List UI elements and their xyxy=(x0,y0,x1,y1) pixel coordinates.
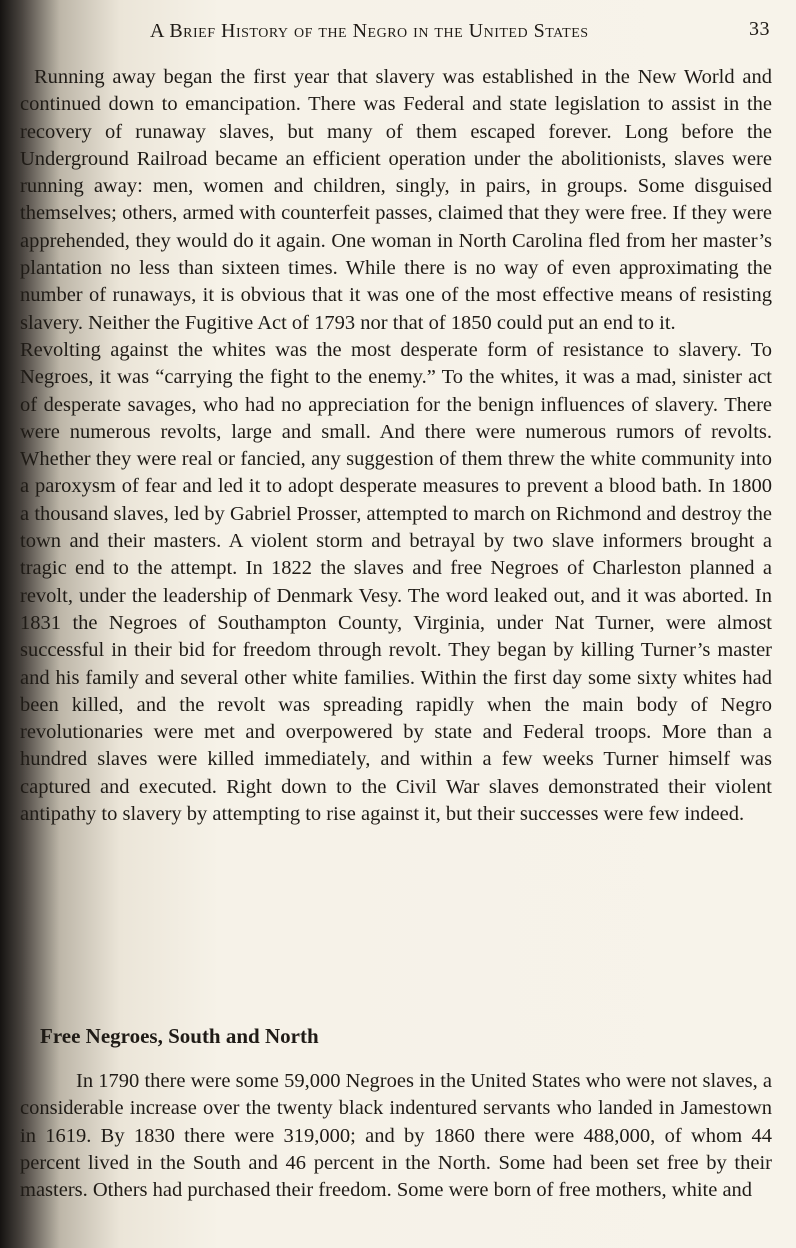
section-heading: Free Negroes, South and North xyxy=(40,1024,319,1048)
page-number: 33 xyxy=(749,18,770,40)
running-title: A Brief History of the Negro in the United States xyxy=(150,20,589,42)
paragraph-running-away: Running away began the first year that slavery was established in the New World and continued down to emancipation. There was Federal and state legislation to assist in the recovery of runaway slaves, but many of them escaped forever. Long before the Underground Railroad became an efficient operation under the abolitionists, slaves were running away: men, women and children, singly, in pairs, in groups. Some disguised themselves; others, armed with counterfeit passes, claimed that they were free. If they were apprehended, they would do it again. One woman in North Carolina fled from her master’s plantation no less than sixteen times. While there is no way of even approximating the number of runaways, it is obvious that it was one of the most effective means of resisting slavery. Neither the Fugitive Act of 1793 nor that of 1850 could put an end to it. xyxy=(20,66,772,334)
section-paragraph: In 1790 there were some 59,000 Negroes in the United States who were not slaves, a considerable increase over the twenty black indentured servants who landed in Jamestown in 1619. By 1830 there were 319,000; and by 1860 there were 488,000, of whom 44 percent lived in the South and 46 percent in the North. Some had been set free by their masters. Others had purchased their freedom. Some were born of free mothers, white and xyxy=(20,1070,772,1202)
paragraph-revolts: Revolting against the whites was the most desperate form of resistance to slavery. To Negroes, it was “carrying the fight to the enemy.” To the whites, it was a mad, sinister act of desperate savages, who had no appreciation for the benign influences of slavery. There were numerous revolts, large and small. And there were numerous rumors of revolts. Whether they were real or fancied, any suggestion of them threw the white community into a paroxysm of fear and led it to adopt desperate measures to prevent a blood bath. In 1800 a thousand slaves, led by Gabriel Prosser, attempted to march on Richmond and destroy the town and their masters. A violent storm and betrayal by two slave informers brought a tragic end to the attempt. In 1822 the slaves and free Negroes of Charleston planned a revolt, under the leadership of Denmark Vesy. The word leaked out, and it was aborted. In 1831 the Negroes of Southampton County, Virginia, under Nat Turner, were almost successful in their bid for freedom through revolt. They began by killing Turner’s master and his family and several other white families. Within the first day some sixty whites had been killed, and the revolt was spreading rapidly when the main body of Negro revolutionaries were met and overpowered by state and Federal troops. More than a hundred slaves were killed immediately, and within a few weeks Turner himself was captured and executed. Right down to the Civil War slaves demonstrated their violent antipathy to slavery by attempting to rise against it, but their successes were few indeed. xyxy=(20,338,772,826)
page-header xyxy=(150,18,770,48)
body-text xyxy=(20,64,772,828)
